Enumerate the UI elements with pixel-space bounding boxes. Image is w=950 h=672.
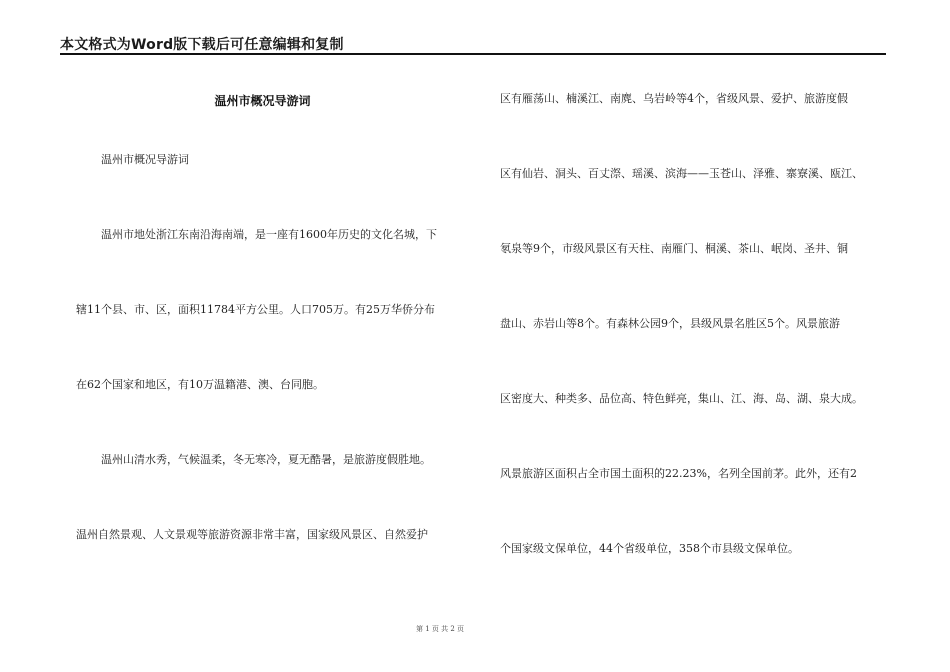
page-indicator: 第 1 页 共 2 页 (415, 625, 465, 633)
paragraph-line: 风景旅游区面积占全市国土面积的22.23%，名列全国前茅。此外，还有2 (500, 467, 857, 480)
paragraph-line: 氡泉等9个，市级风景区有天柱、南雁门、桐溪、茶山、岷岗、圣井、铜 (500, 242, 848, 255)
paragraph-line: 温州山清水秀，气候温柔，冬无寒冷，夏无酷暑，是旅游度假胜地。 (101, 453, 431, 466)
header-divider (60, 53, 886, 55)
paragraph-line: 在62个国家和地区，有10万温籍港、澳、台同胞。 (76, 378, 324, 391)
header-banner: 本文格式为Word版下载后可任意编辑和复制 (60, 37, 344, 53)
paragraph-line: 辖11个县、市、区，面积11784平方公里。人口705万。有25万华侨分布 (76, 303, 435, 316)
document-title: 温州市概况导游词 (214, 94, 311, 108)
paragraph-line: 温州市概况导游词 (101, 153, 189, 166)
paragraph-line: 盘山、赤岩山等8个。有森林公园9个，县级风景名胜区5个。风景旅游 (500, 317, 840, 330)
paragraph-line: 区有雁荡山、楠溪江、南麂、乌岩岭等4个，省级风景、爱护、旅游度假 (500, 92, 848, 105)
paragraph-line: 个国家级文保单位，44个省级单位，358个市县级文保单位。 (500, 542, 799, 555)
paragraph-line: 区密度大、种类多、品位高、特色鲜亮，集山、江、海、岛、湖、泉大成。 (500, 392, 863, 405)
paragraph-line: 温州市地处浙江东南沿海南端，是一座有1600年历史的文化名城，下 (101, 228, 437, 241)
paragraph-line: 区有仙岩、洞头、百丈漈、瑶溪、滨海——玉苍山、泽雅、寨寮溪、瓯江、 (500, 167, 863, 180)
paragraph-line: 温州自然景观、人文景观等旅游资源非常丰富，国家级风景区、自然爱护 (76, 528, 428, 541)
